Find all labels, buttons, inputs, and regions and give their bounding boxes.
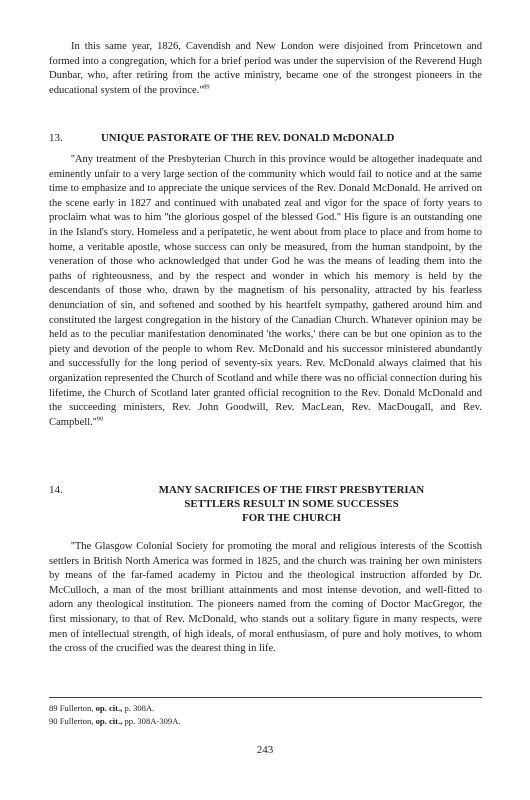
paragraph-unique-pastorate: ''Any treatment of the Presbyterian Church in this province would be altogether inadequate and eminently unfair to a very large section of the community which would fail to notice and at the same time to emphasize and to appreciate the unique services of the Rev. Donald McDonald. He arrived on the scene early in 1827 and continued with unabated zeal and vigor for the space of forty years to proclaim what was to him ''the glorious gospel of the blessed God.'' His figure is an outstanding one in the Island's story. Homeless and a peripatetic, he went about from place to place and from home to home, a veritable apostle, whose success can only be measured, from the human standpoint, by the veneration of those who acknowledged that under God he was the means of leading them into the paths of righteousness, and by the respect and wonder in which his memory is held by the descendants of those who, drawn by the magnetism of his personality, attracted by his fearless denunciation of sin, and softened and soothed by his heartfelt sympathy, gathered around him and constituted the largest congregation in the history of the Canadian Church. Whatever opinion may be held as to the peculiar manifestation denominated 'the works,' there can be but one opinion as to the piety and devotion of the people to whom Rev. McDonald and his successor ministered abundantly and successfully for the long period of seventy-six years. Rev. McDonald always claimed that his organization represented the Church of Scotland and while there was no official connection during his lifetime, the Church of Scotland later granted official recognition to the Rev. Donald McDonald and the succeeding ministers, Rev. John Goodwill, Rev. MacLean, Rev. MacDougall, and Rev. $Campbell.''^{90}$: [49, 154, 482, 428]
page-number: 243: [256, 744, 274, 756]
footnote-90: 90 Fullerton, op. cit., pp. 308A-309A.: [49, 716, 181, 726]
footnote-ref-90: 90: [96, 415, 104, 423]
section-13-number: 13.: [49, 132, 63, 144]
footnote-ref-89: 89: [203, 83, 210, 91]
section-14-number: 14.: [49, 484, 63, 496]
footnote-89: 89 Fullerton, op. cit., p. 308A.: [49, 703, 155, 713]
paragraph-glasgow-society: ''The Glasgow Colonial Society for promoting the moral and religious interests of the Scottish settlers in British North America was formed in 1825, and the church was training her own ministers by means of the far-famed academy in Pictou and the theological instruction afforded by Dr. McCulloch, a man of the most brilliant attainments and most intense devotion, and well-fitted to adorn any theological institution. The pioneers named from the coming of Doctor MacGregor, the first missionary, to that of Rev. McDonald, who stands out a solitary figure in many respects, were men of intellectual strength, of high ideals, of moral enthusiasm, of pure and holy motives, to whom the cross of the crucified was the dearest thing in life.: [49, 541, 482, 655]
section-13-title: UNIQUE PASTORATE OF THE REV. DONALD McDONALD: [101, 132, 395, 144]
footnote-divider: [49, 697, 482, 698]
paragraph-cavendish: In this same year, 1826, Cavendish and New London were disjoined from Princetown and formed into a congregation, which for a brief period was under the supervision of the Reverend Hugh Dunbar, who, after retiring from the active ministry, became one of the strongest pioneers in the educational system of the $province.''^{89}$: [49, 41, 482, 96]
section-14-title: MANY SACRIFICES OF THE FIRST PRESBYTERIAN SETTLERS RESULT IN SOME SUCCESSES FOR THE CHURCH: [158, 484, 425, 525]
